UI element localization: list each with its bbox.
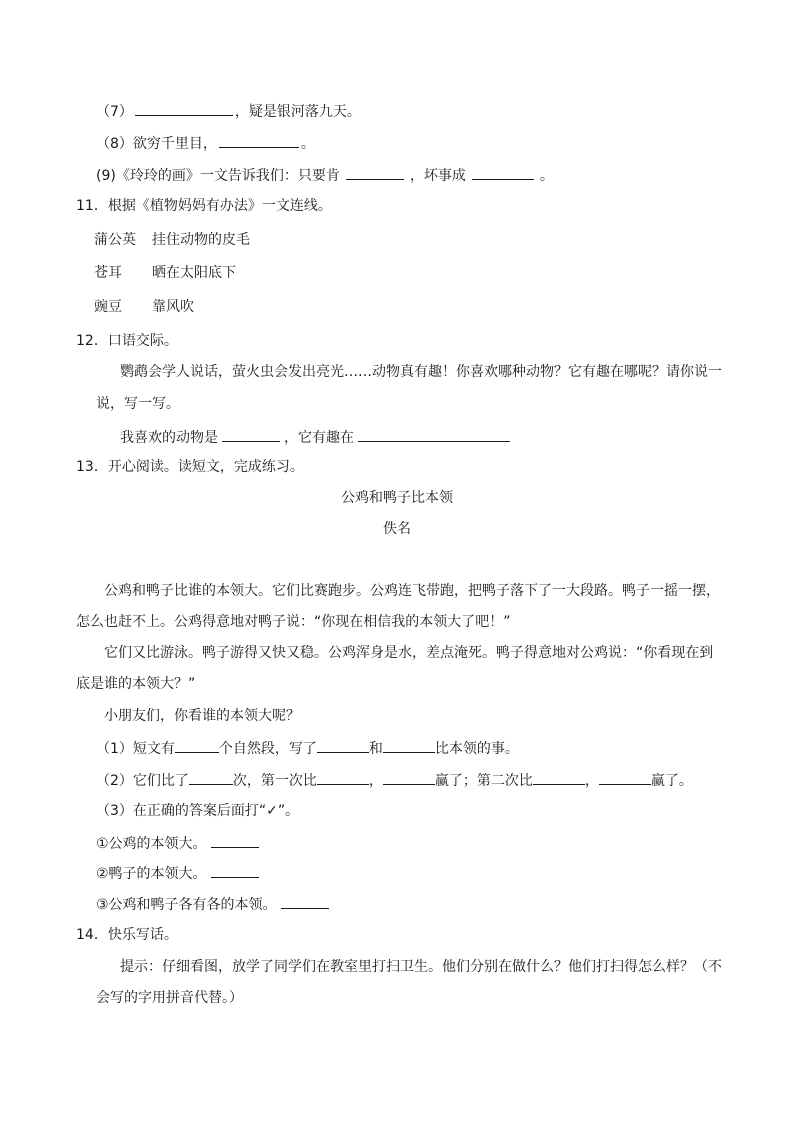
- q10-7-prefix: （7）: [96, 104, 133, 120]
- q13-2-text-a: 次，第一次比: [232, 773, 317, 789]
- q12-fill-mid: ，它有趣在: [284, 430, 354, 446]
- option-text: ③公鸡和鸭子各有各的本领。: [96, 897, 277, 913]
- plant-item[interactable]: 苍耳: [94, 265, 122, 281]
- q13-2-comma: ，: [584, 773, 599, 789]
- story-paragraph-2-line-1: 它们又比游泳。鸭子游得又快又稳。公鸡浑身是水，差点淹死。鸭子得意地对公鸡说：“你看现在到: [104, 645, 714, 661]
- q13-option-2: [96, 862, 259, 884]
- story-paragraph-1-line-1: 公鸡和鸭子比谁的本领大。它们比赛跑步。公鸡连飞带跑，把鸭子落下了一大段路。鸭子一摇一摆，: [104, 583, 720, 599]
- answer-blank[interactable]: [211, 862, 259, 878]
- answer-blank[interactable]: [472, 164, 534, 180]
- q12-paragraph-line-1: 鹦鹉会学人说话，萤火虫会发出亮光……动物真有趣！你喜欢哪种动物？它有趣在哪呢？请你说一: [120, 364, 722, 380]
- q10-line-7: [96, 100, 361, 122]
- plant-item[interactable]: 豌豆: [94, 299, 122, 315]
- method-item[interactable]: 晒在太阳底下: [152, 265, 236, 281]
- q10-line-8: [96, 132, 315, 154]
- story-author: 佚名: [383, 521, 411, 537]
- q10-8-end: 。: [300, 136, 315, 152]
- q13-sub-1: [96, 737, 519, 759]
- question-13-title: 13．开心阅读。读短文，完成练习。: [76, 459, 304, 475]
- question-14-title: 14．快乐写话。: [76, 927, 178, 943]
- q13-2-text-c: 赢了；第二次比: [434, 773, 533, 789]
- q10-8-text: （8）欲穷千里目，: [96, 136, 217, 152]
- q10-9-mid: ，坏事成: [409, 168, 466, 184]
- q13-option-1: [96, 832, 259, 854]
- answer-blank[interactable]: [599, 769, 651, 785]
- story-paragraph-1-line-2: 怎么也赶不上。公鸡得意地对鸭子说：“你现在相信我的本领大了吧！”: [76, 614, 511, 630]
- q10-7-text: ，疑是银河落九天。: [234, 104, 361, 120]
- q13-2-prefix: （2）它们比了: [96, 773, 189, 789]
- answer-blank[interactable]: [346, 164, 404, 180]
- q12-fill-prefix: 我喜欢的动物是: [120, 430, 218, 446]
- story-paragraph-2-line-2: 底是谁的本领大？”: [76, 676, 196, 692]
- question-12-title: 12．口语交际。: [76, 333, 178, 349]
- q14-prompt-line-1: 提示：仔细看图，放学了同学们在教室里打扫卫生。他们分别在做什么？他们打扫得怎么样？（不: [120, 959, 722, 975]
- method-item[interactable]: 靠风吹: [152, 299, 194, 315]
- q10-9-text: (9)《玲玲的画》一文告诉我们：只要肯: [96, 168, 340, 184]
- answer-blank[interactable]: [317, 769, 369, 785]
- answer-blank[interactable]: [222, 426, 280, 442]
- q13-2-comma: ，: [368, 773, 383, 789]
- option-text: ②鸭子的本领大。: [96, 866, 207, 882]
- q13-1-prefix: （1）短文有: [96, 741, 175, 757]
- q12-fill-line: [120, 426, 514, 448]
- method-item[interactable]: 挂住动物的皮毛: [152, 232, 250, 248]
- q13-1-text-b: 和: [368, 741, 383, 757]
- answer-blank[interactable]: [281, 893, 329, 909]
- answer-blank[interactable]: [317, 737, 369, 753]
- answer-blank[interactable]: [211, 832, 259, 848]
- q14-prompt-line-2: 会写的字用拼音代替。）: [96, 990, 243, 1006]
- match-row-1: [94, 230, 250, 250]
- match-row-2: [94, 263, 236, 283]
- q13-1-text-a: 个自然段，写了: [218, 741, 317, 757]
- option-text: ①公鸡的本领大。: [96, 836, 207, 852]
- plant-item[interactable]: 蒲公英: [94, 232, 136, 248]
- story-title: 公鸡和鸭子比本领: [341, 490, 453, 506]
- q12-paragraph-line-2: 说，写一写。: [96, 396, 180, 412]
- match-row-3: [94, 297, 194, 317]
- story-paragraph-3: 小朋友们，你看谁的本领大呢？: [104, 708, 300, 724]
- q10-9-end: 。: [539, 168, 554, 184]
- answer-blank[interactable]: [533, 769, 585, 785]
- q13-sub-2: [96, 769, 693, 791]
- q13-option-3: [96, 893, 329, 915]
- answer-blank[interactable]: [219, 132, 299, 148]
- answer-blank[interactable]: [383, 737, 435, 753]
- answer-blank[interactable]: [135, 100, 233, 116]
- question-11-title: 11．根据《植物妈妈有办法》一文连线。: [76, 198, 332, 214]
- answer-blank[interactable]: [175, 737, 219, 753]
- q13-sub-3: （3）在正确的答案后面打“✓”。: [96, 803, 300, 819]
- answer-blank[interactable]: [383, 769, 435, 785]
- q13-1-suffix: 比本领的事。: [434, 741, 519, 757]
- answer-blank[interactable]: [189, 769, 233, 785]
- q13-2-suffix: 赢了。: [650, 773, 693, 789]
- q10-line-9: [96, 164, 554, 186]
- answer-blank[interactable]: [358, 426, 510, 442]
